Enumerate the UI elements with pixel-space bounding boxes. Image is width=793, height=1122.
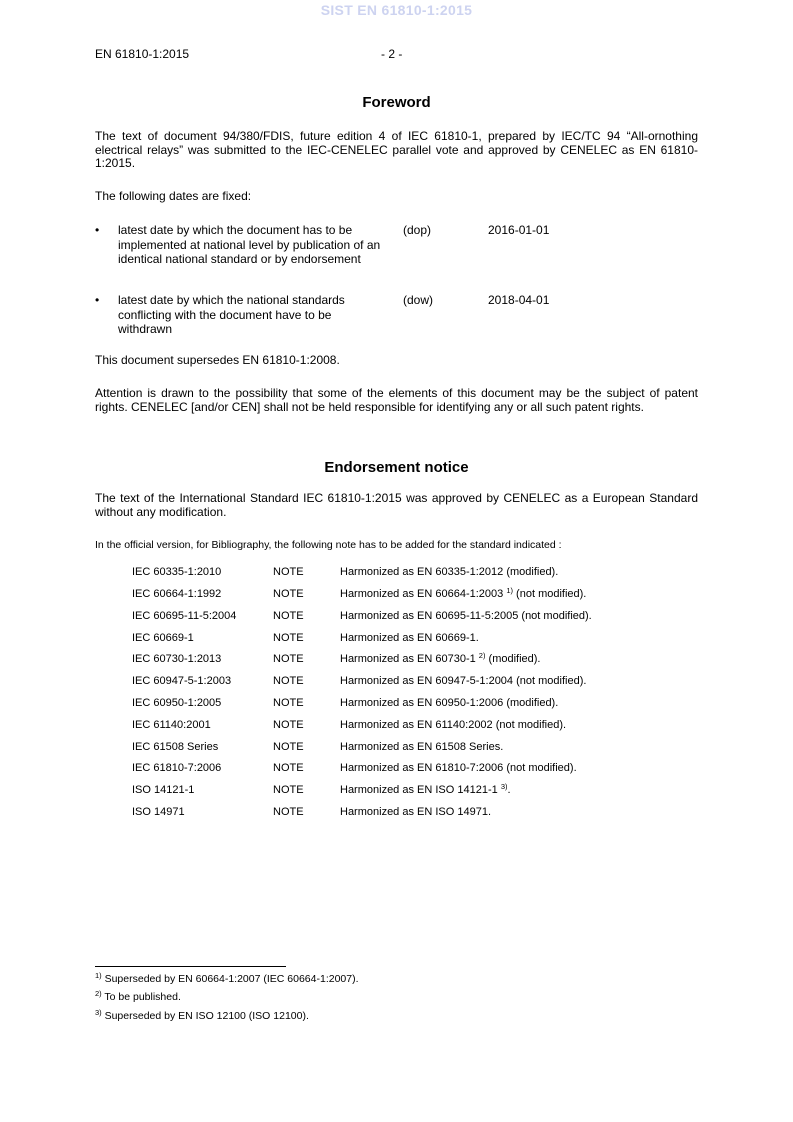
table-row	[132, 632, 692, 648]
footnote-ref: 3)	[500, 782, 508, 791]
date-item-date: 2018-04-01	[488, 293, 550, 307]
date-item-code: (dop)	[403, 223, 432, 237]
page-number: - 2 -	[381, 47, 403, 61]
standard-ref: IEC 60664-1:1992	[132, 588, 222, 600]
standard-ref: ISO 14121-1	[132, 784, 195, 796]
page-header	[95, 47, 698, 63]
dates-intro: The following dates are fixed:	[95, 189, 252, 203]
footnote-mark: 2)	[95, 989, 102, 998]
date-item-text: latest date by which the national standards conflicting with the document have to be withdrawn	[118, 293, 345, 336]
harmonized-text: Harmonized as EN 60664-1:2003 $^{1)}$ (not modified).	[340, 586, 587, 600]
harmonized-text: Harmonized as EN 60669-1.	[340, 632, 479, 644]
endorsement-title: Endorsement notice	[324, 459, 469, 476]
table-row	[132, 806, 692, 822]
table-row	[132, 719, 692, 735]
harmonized-text: Harmonized as EN 61810-7:2006 (not modified).	[340, 762, 577, 774]
note-label: NOTE	[273, 784, 304, 796]
date-item-date: 2016-01-01	[488, 223, 550, 237]
harmonized-text: Harmonized as EN 60950-1:2006 (modified).	[340, 697, 559, 709]
note-label: NOTE	[273, 741, 304, 753]
footnote-mark: 3)	[95, 1008, 102, 1017]
harmonized-text: Harmonized as EN ISO 14971.	[340, 806, 492, 818]
footnote-2: $^{2)}$ To be published.	[95, 989, 181, 1003]
harmonized-text: Harmonized as EN 60335-1:2012 (modified).	[340, 566, 559, 578]
standard-ref: IEC 60950-1:2005	[132, 697, 222, 709]
table-row	[132, 610, 692, 626]
standard-ref: IEC 60947-5-1:2003	[132, 675, 232, 687]
table-row	[132, 762, 692, 778]
bullet-marker: •	[95, 293, 100, 307]
note-label: NOTE	[273, 719, 304, 731]
harmonized-text: Harmonized as EN 60730-1 $^{2)}$ (modified).	[340, 651, 541, 665]
table-row	[132, 675, 692, 691]
note-label: NOTE	[273, 653, 304, 665]
standard-ref: IEC 61810-7:2006	[132, 762, 222, 774]
footnote-1: $^{1)}$ Superseded by EN 60664-1:2007 (IEC 60664-1:2007).	[95, 971, 359, 985]
table-row	[132, 588, 692, 604]
standard-ref: IEC 60695-11-5:2004	[132, 610, 237, 622]
endorsement-text: The text of the International Standard IEC 61810-1:2015 was approved by CENELEC as a European Standard without any modification.	[95, 491, 698, 519]
footnote-ref: 1)	[506, 586, 513, 595]
foreword-title: Foreword	[362, 94, 431, 111]
standard-ref: IEC 60730-1:2013	[132, 653, 222, 665]
harmonized-text: Harmonized as EN 60695-11-5:2005 (not modified).	[340, 610, 592, 622]
standard-ref: ISO 14971	[132, 806, 185, 818]
watermark: SIST EN 61810-1:2015	[320, 2, 473, 18]
table-row	[132, 784, 692, 800]
note-label: NOTE	[273, 762, 304, 774]
standard-ref: IEC 60335-1:2010	[132, 566, 222, 578]
table-row	[132, 566, 692, 582]
harmonized-text: Harmonized as EN 61140:2002 (not modified).	[340, 719, 567, 731]
note-label: NOTE	[273, 697, 304, 709]
standard-ref: IEC 61508 Series	[132, 741, 219, 753]
footnote-separator	[95, 966, 286, 967]
note-label: NOTE	[273, 632, 304, 644]
note-label: NOTE	[273, 675, 304, 687]
patent-text: Attention is drawn to the possibility that some of the elements of this document may be the subject of patent rights. CENELEC [and/or CEN] shall not be held responsible for identifying any or all such patent rights.	[95, 386, 698, 414]
footnote-3: $^{3)}$ Superseded by EN ISO 12100 (ISO 12100).	[95, 1008, 309, 1022]
harmonized-text: Harmonized as EN ISO 14121-1 $^{3)}$.	[340, 782, 511, 796]
note-label: NOTE	[273, 610, 304, 622]
date-item-code: (dow)	[403, 293, 434, 307]
document-id: EN 61810-1:2015	[95, 47, 190, 61]
table-row	[132, 697, 692, 713]
bullet-marker: •	[95, 223, 100, 237]
foreword-intro: The text of document 94/380/FDIS, future edition 4 of IEC 61810-1, prepared by IEC/TC 94 “All-ornothing electrical relays” was submitted to the IEC-CENELEC parallel vote and approved by CENELEC as EN 61810-1:2015.	[95, 129, 698, 170]
standard-ref: IEC 61140:2001	[132, 719, 211, 731]
note-label: NOTE	[273, 566, 304, 578]
table-row	[132, 653, 692, 669]
note-intro: In the official version, for Bibliography, the following note has to be added for the standard indicated :	[95, 539, 562, 551]
table-row	[132, 741, 692, 757]
supersedes-text: This document supersedes EN 61810-1:2008.	[95, 353, 340, 367]
harmonized-text: Harmonized as EN 60947-5-1:2004 (not modified).	[340, 675, 587, 687]
note-label: NOTE	[273, 588, 304, 600]
footnote-mark: 1)	[95, 971, 102, 980]
harmonized-text: Harmonized as EN 61508 Series.	[340, 741, 504, 753]
note-label: NOTE	[273, 806, 304, 818]
footnote-ref: 2)	[478, 651, 486, 660]
standard-ref: IEC 60669-1	[132, 632, 194, 644]
date-item-text: latest date by which the document has to be implemented at national level by publication of an identical national standard or by endorsement	[118, 223, 381, 266]
